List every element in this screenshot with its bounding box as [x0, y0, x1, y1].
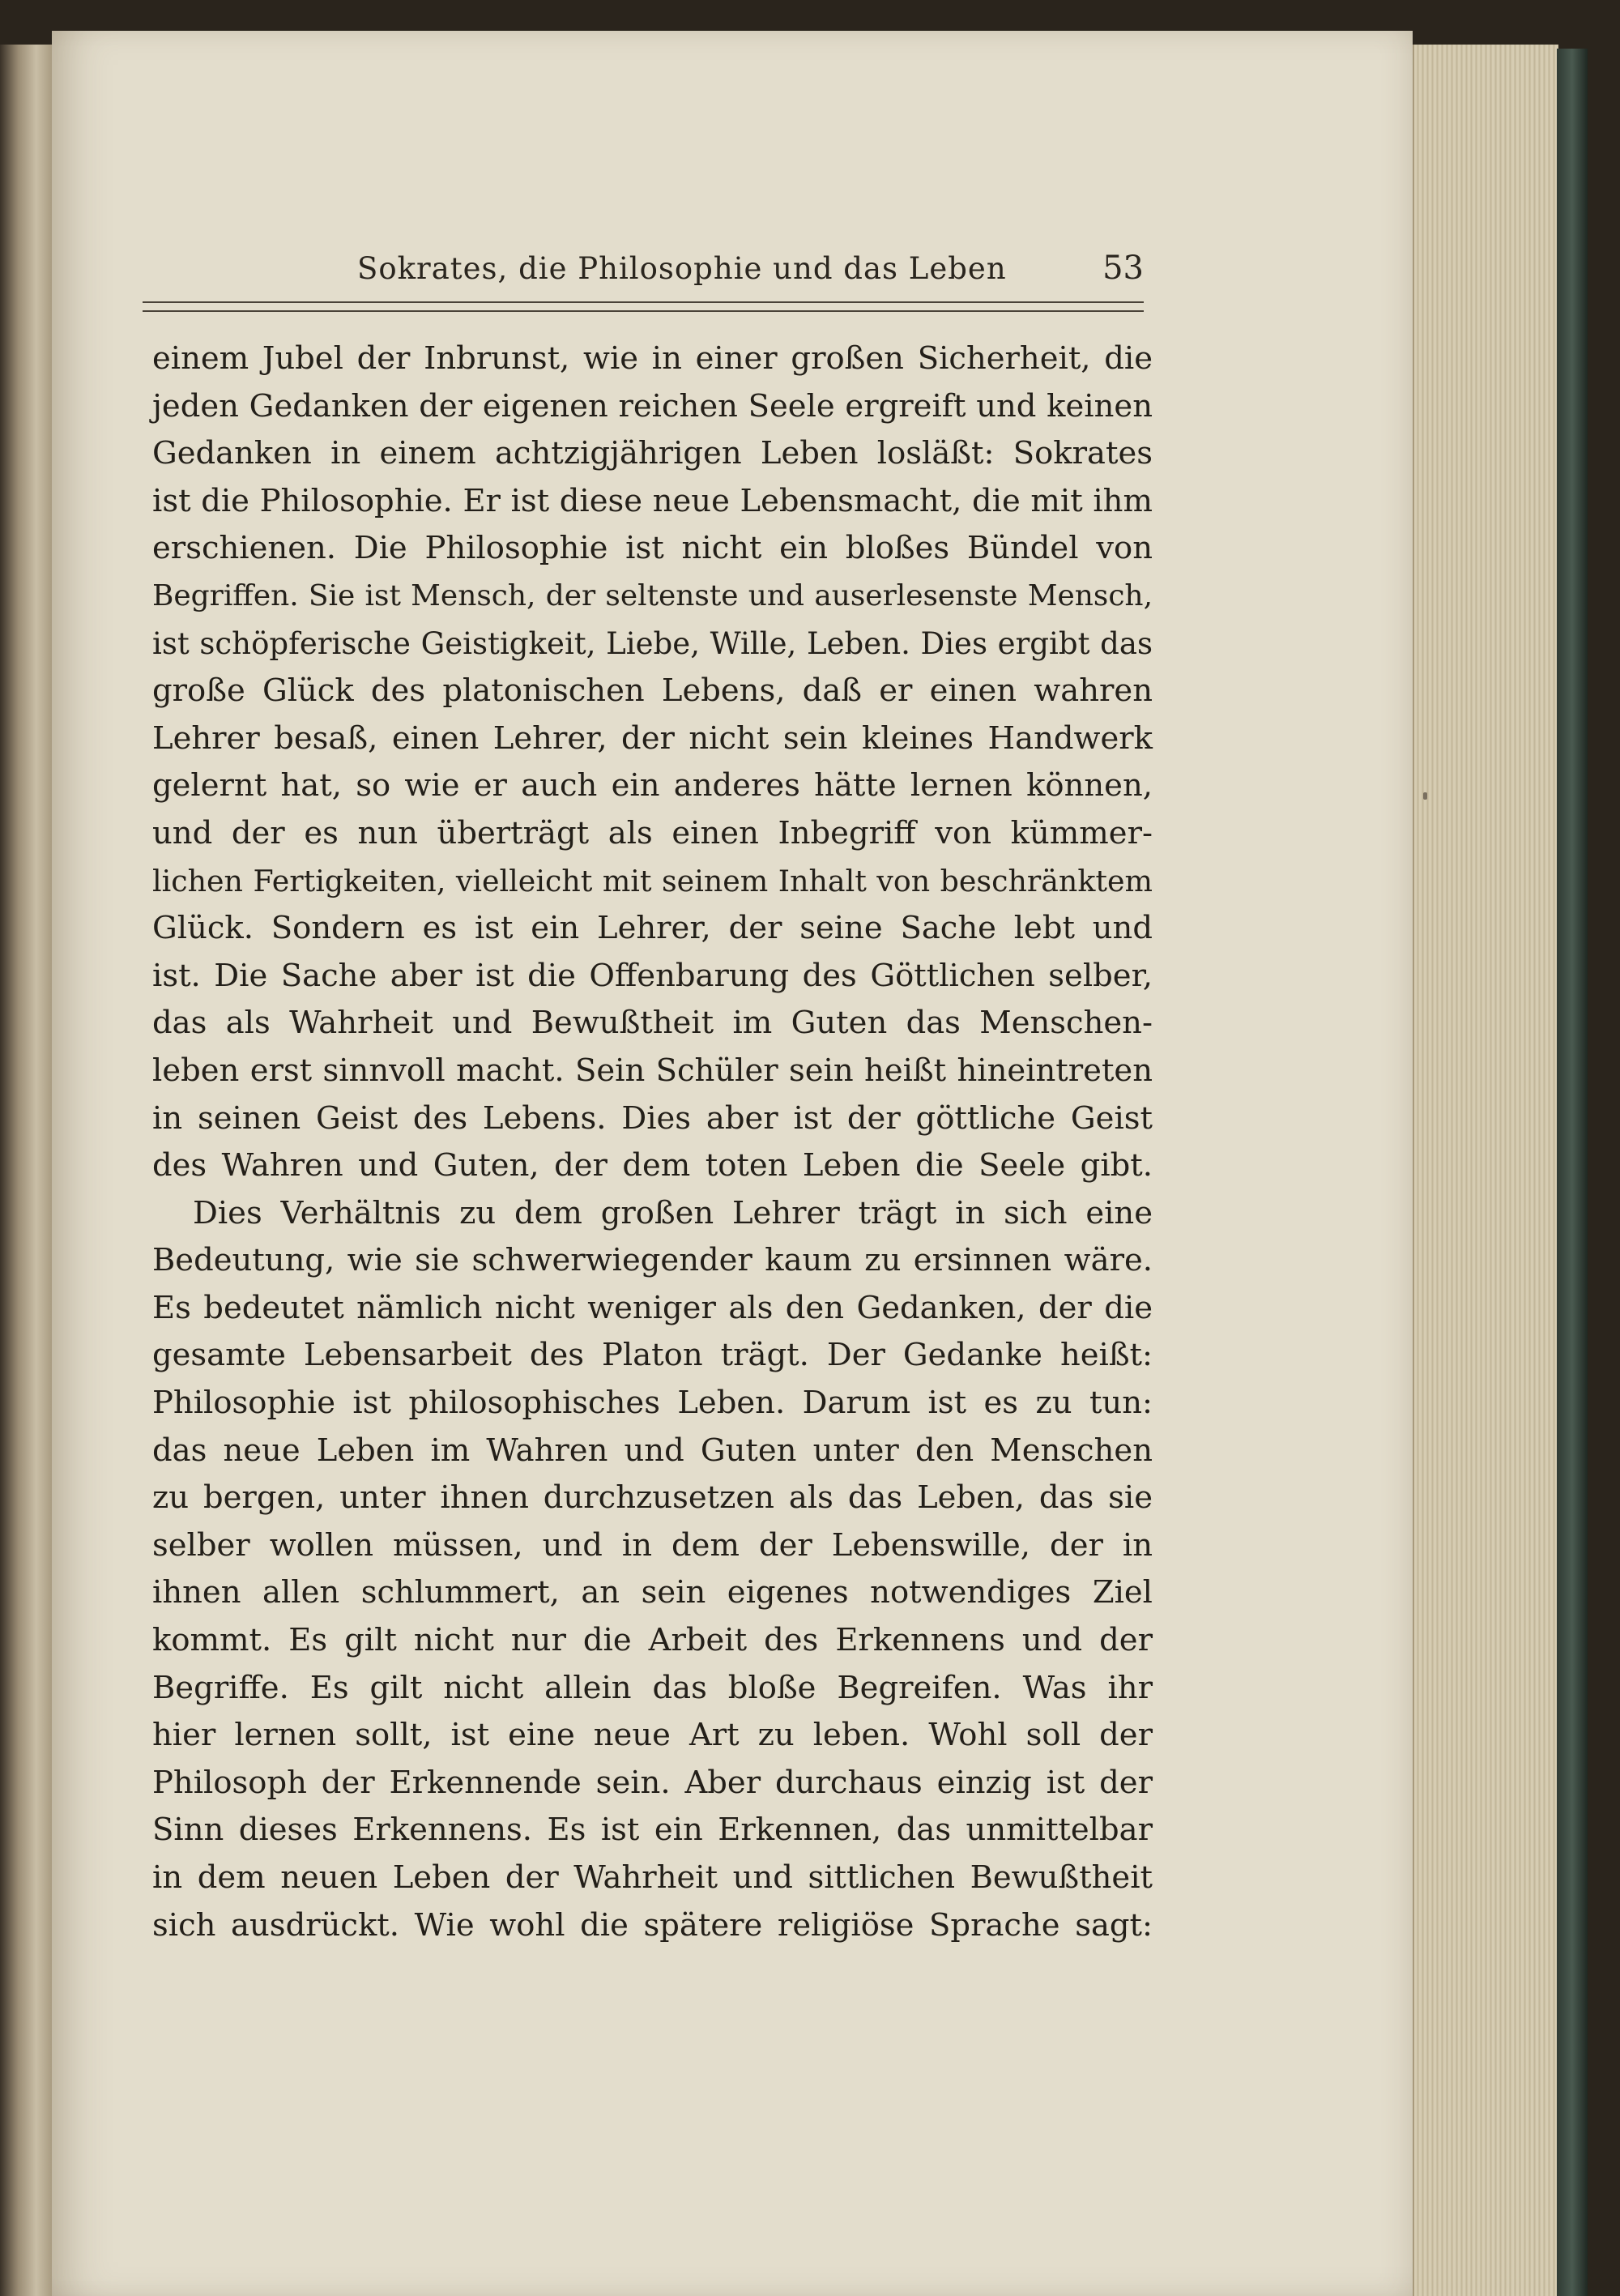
text-line: und der es nun überträgt als einen Inbegriff von kümmer- — [152, 814, 1153, 851]
text-line: zu bergen, unter ihnen durchzusetzen als das Leben, das sie — [152, 1479, 1153, 1517]
text-line: ist schöpferische Geistigkeit, Liebe, Wille, Leben. Dies ergibt das — [152, 625, 1153, 661]
text-line: große Glück des platonischen Lebens, daß er einen wahren — [152, 672, 1153, 710]
text-line: Philosophie ist philosophisches Leben. Darum ist es zu tun: — [152, 1385, 1153, 1422]
text-line: in dem neuen Leben der Wahrheit und sittlichen Bewußtheit — [152, 1859, 1153, 1896]
text-line: einem Jubel der Inbrunst, wie in einer großen Sicherheit, die — [152, 340, 1153, 377]
text-line: das als Wahrheit und Bewußtheit im Guten das Menschen- — [152, 1005, 1153, 1042]
text-line: sich ausdrückt. Wie wohl die spätere religiöse Sprache sagt: — [152, 1906, 1153, 1944]
text-line: leben erst sinnvoll macht. Sein Schüler sein heißt hineintreten — [152, 1052, 1153, 1089]
text-line: Es bedeutet nämlich nicht weniger als den Gedanken, der die — [152, 1289, 1153, 1326]
text-line: Bedeutung, wie sie schwerwiegender kaum zu ersinnen wäre. — [152, 1242, 1153, 1279]
text-line: Begriffe. Es gilt nicht allein das bloße Begreifen. Was ihr — [152, 1669, 1153, 1706]
page-number: 53 — [1102, 250, 1144, 287]
text-line: Gedanken in einem achtzigjährigen Leben losläßt: Sokrates — [152, 435, 1153, 472]
text-line: Dies Verhältnis zu dem großen Lehrer trägt in sich eine — [193, 1194, 1153, 1231]
text-line: Sinn dieses Erkennens. Es ist ein Erkennen, das unmittelbar — [152, 1812, 1153, 1849]
text-line: kommt. Es gilt nicht nur die Arbeit des Erkennens und der — [152, 1622, 1153, 1659]
text-line: des Wahren und Guten, der dem toten Leben die Seele gibt. — [152, 1147, 1153, 1184]
text-line: jeden Gedanken der eigenen reichen Seele ergreift und keinen — [152, 387, 1153, 425]
text-line: ist. Die Sache aber ist die Offenbarung des Göttlichen selber, — [152, 957, 1153, 994]
text-line: das neue Leben im Wahren und Guten unter den Menschen — [152, 1432, 1153, 1469]
book-cover-edge — [1557, 49, 1588, 2296]
page-header — [143, 243, 1144, 308]
left-page-edge — [0, 45, 52, 2296]
running-title: Sokrates, die Philosophie und das Leben — [357, 251, 1007, 286]
text-line: Glück. Sondern es ist ein Lehrer, der seine Sache lebt und — [152, 910, 1153, 947]
text-line: erschienen. Die Philosophie ist nicht ein bloßes Bündel von — [152, 530, 1153, 567]
text-line: hier lernen sollt, ist eine neue Art zu leben. Wohl soll der — [152, 1717, 1153, 1754]
text-line: Begriffen. Sie ist Mensch, der seltenste und auserlesenste Mensch, — [152, 578, 1153, 612]
text-line: gelernt hat, so wie er auch ein anderes hätte lernen können, — [152, 767, 1153, 804]
text-line: in seinen Geist des Lebens. Dies aber ist der göttliche Geist — [152, 1099, 1153, 1137]
body-text — [152, 335, 1153, 1949]
text-line: ist die Philosophie. Er ist diese neue Lebensmacht, die mit ihm — [152, 482, 1153, 519]
text-line: Philosoph der Erkennende sein. Aber durchaus einzig ist der — [152, 1764, 1153, 1801]
text-line: gesamte Lebensarbeit des Platon trägt. Der Gedanke heißt: — [152, 1337, 1153, 1374]
header-rule — [143, 301, 1144, 312]
page-stack-edge — [1413, 45, 1558, 2296]
text-line: selber wollen müssen, und in dem der Lebenswille, der in — [152, 1526, 1153, 1564]
text-line: lichen Fertigkeiten, vielleicht mit seinem Inhalt von beschränktem — [152, 863, 1153, 898]
text-line: Lehrer besaß, einen Lehrer, der nicht sein kleines Handwerk — [152, 719, 1153, 757]
paper-speck — [1423, 792, 1427, 800]
text-line: ihnen allen schlummert, an sein eigenes notwendiges Ziel — [152, 1574, 1153, 1611]
